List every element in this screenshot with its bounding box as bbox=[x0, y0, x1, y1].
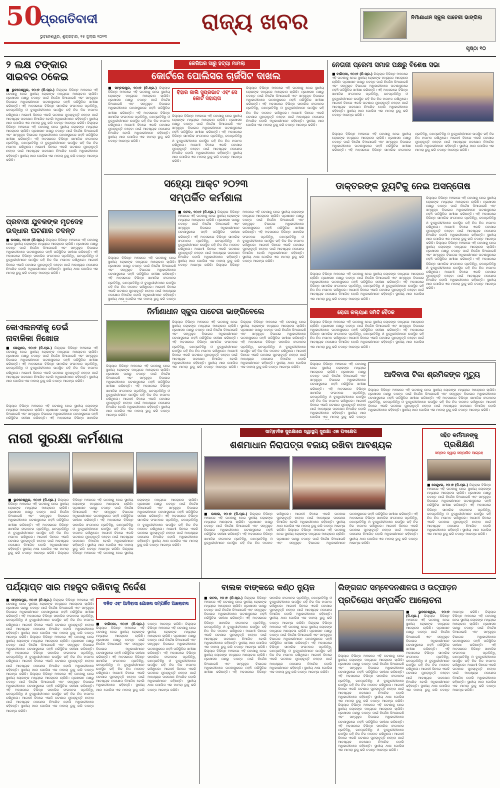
section-divider bbox=[4, 424, 496, 425]
training-body: ■ କେନ୍ଦୁଝର, ୧୦।୭ (ନି.ପ୍ର.) ଜିଲ୍ଲାର ବିଭିନ୍ନ ଅଞ୍ଚଳରେ ଏହି ଘଟଣାକୁ ନେଇ ସ୍ଥାନୀୟ ଲୋକଙ୍କ ମଧ୍ୟରେ ଆଲୋଚନା ଚାଲିଛି। ପ୍ରଶାସନ ପକ୍ଷରୁ ତଦନ୍ତ ପାଇଁ ନିର୍ଦ୍ଦେଶ ଦିଆଯାଇଛି ଏବଂ ସମ୍ପୃକ୍ତ ବିଭାଗର ଅଧିକାରୀମାନେ ଘଟଣାସ୍ଥଳରେ ପହଞ୍ଚି ପରିସ୍ଥିତିର ସମୀକ୍ଷା କରିଛନ୍ତି। ଏହି ଅବସରରେ ବିଭିନ୍ନ ସାମାଜିକ ସଂଗଠନର ପ୍ରତିନିଧି, ଜନପ୍ରତିନିଧି ଓ ବୁଦ୍ଧିଜୀବୀମାନେ ଉପସ୍ଥିତ ରହି ନିଜ ନିଜ ମତାମତ ରଖିଥିଲେ। ଆଗାମୀ ଦିନରେ ଏଭଳି ଘଟଣାର ପୁନରାବୃତ୍ତି ନହେବା ପାଇଁ ଆବଶ୍ୟକ ପଦକ୍ଷେପ ନିଆଯିବ ବୋଲି ଅଧିକାରୀମାନେ କହିଛନ୍ତି। ସ୍ଥାନୀୟ ଥାନା ପୋଲିସ ଏକ ମାମଲା ରୁଜୁ କରି ତଦନ୍ତ ଆରମ୍ଭ କରିଛି। bbox=[427, 483, 491, 537]
journalist-kicker: ସାମ୍ବାଦିକ ସୁରକ୍ଷାରେ ସ୍ୱାସ୍ଥ୍ୟ ସୁରକ୍ଷା ଏକ ପଦକ୍ଷେପ bbox=[240, 428, 382, 437]
anniversary-logo: 50 bbox=[6, 2, 43, 32]
column-rule bbox=[307, 178, 308, 358]
training-photo bbox=[427, 459, 491, 481]
column1-continued: ଜିଲ୍ଲାର ବିଭିନ୍ନ ଅଞ୍ଚଳରେ ଏହି ଘଟଣାକୁ ନେଇ ସ୍ଥାନୀୟ ଲୋକଙ୍କ ମଧ୍ୟରେ ଆଲୋଚନା ଚାଲିଛି। ପ୍ରଶାସନ ପକ୍ଷରୁ ତଦନ୍ତ ପାଇଁ ନିର୍ଦ୍ଦେଶ ଦିଆଯାଇଛି ଏବଂ ସମ୍ପୃକ୍ତ ବିଭାଗର ଅଧିକାରୀମାନେ ଘଟଣାସ୍ଥଳରେ ପହଞ୍ଚି ପରିସ୍ଥିତିର ସମୀକ୍ଷା କରିଛନ୍ତି। ଏହି ଅବସରରେ ବିଭିନ୍ନ ସାମାଜିକ bbox=[6, 404, 98, 420]
chargesheet-body-right: ଜିଲ୍ଲାର ବିଭିନ୍ନ ଅଞ୍ଚଳରେ ଏହି ଘଟଣାକୁ ନେଇ ସ୍ଥାନୀୟ ଲୋକଙ୍କ ମଧ୍ୟରେ ଆଲୋଚନା ଚାଲିଛି। ପ୍ରଶାସନ ପକ୍ଷରୁ ତଦନ୍ତ ପାଇଁ ନିର୍ଦ୍ଦେଶ ଦିଆଯାଇଛି ଏବଂ ସମ୍ପୃକ୍ତ ବିଭାଗର ଅଧିକାରୀମାନେ ଘଟଣାସ୍ଥଳରେ ପହଞ୍ଚି ପରିସ୍ଥିତିର ସମୀକ୍ଷା କରିଛନ୍ତି। ଏହି ଅବସରରେ ବିଭିନ୍ନ ସାମାଜିକ ସଂଗଠନର ପ୍ରତିନିଧି, ଜନପ୍ରତିନିଧି ଓ ବୁଦ୍ଧିଜୀବୀମାନେ ଉପସ୍ଥିତ ରହି ନିଜ ନିଜ ମତାମତ ରଖିଥିଲେ। ଆଗାମୀ ଦିନରେ ଏଭଳି ଘଟଣାର ପୁନରାବୃତ୍ତି ନହେବା ପାଇଁ ଆବଶ୍ୟକ ପଦକ୍ଷେପ ନିଆଯିବ ବୋଲି ଅଧିକାରୀମାନେ କହିଛନ୍ତି। ସ୍ଥାନୀୟ ଥାନା ପୋଲିସ ଏକ ମାମଲା ରୁଜୁ କରି ତଦନ୍ତ ଆରମ୍ଭ କରିଛି। bbox=[246, 86, 324, 127]
pocso-body-left: ଜିଲ୍ଲାର ବିଭିନ୍ନ ଅଞ୍ଚଳରେ ଏହି ଘଟଣାକୁ ନେଇ ସ୍ଥାନୀୟ ଲୋକଙ୍କ ମଧ୍ୟରେ ଆଲୋଚନା ଚାଲିଛି। ପ୍ରଶାସନ ପକ୍ଷରୁ ତଦନ୍ତ ପାଇଁ ନିର୍ଦ୍ଦେଶ ଦିଆଯାଇଛି ଏବଂ ସମ୍ପୃକ୍ତ ବିଭାଗର ଅଧିକାରୀମାନେ ଘଟଣାସ୍ଥଳରେ ପହଞ୍ଚି ପରିସ୍ଥିତିର ସମୀକ୍ଷା କରିଛନ୍ତି। ଏହି ଅବସରରେ ବିଭିନ୍ନ ସାମାଜିକ ସଂଗଠନର ପ୍ରତିନିଧି, ଜନପ୍ରତିନିଧି ଓ ବୁଦ୍ଧିଜୀବୀମାନେ ଉପସ୍ଥିତ ରହି ନିଜ ନିଜ ମତାମତ ରଖିଥିଲେ। ଆଗାମୀ ଦିନରେ ଏଭଳି ଘଟଣାର ପୁନରାବୃତ୍ତି ନହେବା ପାଇଁ ଆବଶ୍ୟକ ପଦକ୍ଷେପ ନିଆଯିବ ବୋଲି ଅଧିକାରୀମାନେ କହିଛନ୍ତି। ସ୍ଥାନୀୟ ଥାନା ପୋଲିସ ଏକ ମାମଲା ରୁଜୁ କରି ତଦନ୍ତ bbox=[108, 256, 176, 301]
journalist-body: ■ ଉଦାଳା, ୧୦।୭ (ନି.ପ୍ର.) ଜିଲ୍ଲାର ବିଭିନ୍ନ ଅଞ୍ଚଳରେ ଏହି ଘଟଣାକୁ ନେଇ ସ୍ଥାନୀୟ ଲୋକଙ୍କ ମଧ୍ୟରେ ଆଲୋଚନା ଚାଲିଛି। ପ୍ରଶାସନ ପକ୍ଷରୁ ତଦନ୍ତ ପାଇଁ ନିର୍ଦ୍ଦେଶ ଦିଆଯାଇଛି ଏବଂ ସମ୍ପୃକ୍ତ ବିଭାଗର ଅଧିକାରୀମାନେ ଘଟଣାସ୍ଥଳରେ ପହଞ୍ଚି ପରିସ୍ଥିତିର ସମୀକ୍ଷା କରିଛନ୍ତି। ଏହି ଅବସରରେ ବିଭିନ୍ନ ସାମାଜିକ ସଂଗଠନର ପ୍ରତିନିଧି, ଜନପ୍ରତିନିଧି ଓ ବୁଦ୍ଧିଜୀବୀମାନେ ଉପସ୍ଥିତ ରହି ନିଜ ନିଜ ମତାମତ ରଖିଥିଲେ। ଆଗାମୀ ଦିନରେ ଏଭଳି ଘଟଣାର ପୁନରାବୃତ୍ତି ନହେବା ପାଇଁ ଆବଶ୍ୟକ ପଦକ୍ଷେପ ନିଆଯିବ ବୋଲି ଅଧିକାରୀମାନେ କହିଛନ୍ତି। ସ୍ଥାନୀୟ ଥାନା ପୋଲିସ ଏକ ମାମଲା ରୁଜୁ କରି ତଦନ୍ତ ଆରମ୍ଭ କରିଛି। ଜିଲ୍ଲାର ବିଭିନ୍ନ ଅଞ୍ଚଳରେ ଏହି ଘଟଣାକୁ ନେଇ ସ୍ଥାନୀୟ ଲୋକଙ୍କ ମଧ୍ୟରେ ଆଲୋଚନା ଚାଲିଛି। ପ୍ରଶାସନ ପକ୍ଷରୁ ତଦନ୍ତ ପାଇଁ ନିର୍ଦ୍ଦେଶ ଦିଆଯାଇଛି ଏବଂ ସମ୍ପୃକ୍ତ ବିଭାଗର ଅଧିକାରୀମାନେ ଘଟଣାସ୍ଥଳରେ ପହଞ୍ଚି ପରିସ୍ଥିତିର ସମୀକ୍ଷା କରିଛନ୍ତି। ଏହି ଅବସରରେ ବିଭିନ୍ନ ସାମାଜିକ ସଂଗଠନର ପ୍ରତିନିଧି, ଜନପ୍ରତିନିଧି ଓ ବୁଦ୍ଧିଜୀବୀମାନେ ଉପସ୍ଥିତ ରହି ନିଜ ନିଜ ମତାମତ ରଖିଥିଲେ। ଆଗାମୀ ଦିନରେ ଏଭଳି ଘଟଣାର ପୁନରାବୃତ୍ତି ନହେବା ପାଇଁ ଆବଶ୍ୟକ ପଦକ୍ଷେପ ନିଆଯିବ ବୋଲି ଅଧିକାରୀମାନେ କହିଛନ୍ତି। ସ୍ଥାନୀୟ ଥାନା ପୋଲିସ ଏକ ମାମଲା ରୁଜୁ କରି ତଦନ୍ତ ଆରମ୍ଭ କରିଛି। bbox=[204, 512, 418, 545]
training-box: ସହିତ କର୍ମମାନଙ୍କୁ ପ୍ରଶିକ୍ଷଣ ସମ୍ବାଦ ଦ୍ୱାରା ସମ୍ପାଦିତ ଆଗ୍ରହ ■ କେନ୍ଦୁଝର, ୧୦।୭ (ନି.ପ୍ର.) ଜିଲ୍ଲାର ବିଭିନ୍ନ ଅଞ୍ଚଳରେ ଏହି ଘଟଣାକୁ ନେଇ ସ୍ଥାନୀୟ ଲୋକଙ୍କ ମଧ୍ୟରେ ଆଲୋଚନା ଚାଲିଛି। ପ୍ରଶାସନ ପକ୍ଷରୁ ତଦନ୍ତ ପାଇଁ ନିର୍ଦ୍ଦେଶ ଦିଆଯାଇଛି ଏବଂ ସମ୍ପୃକ୍ତ ବିଭାଗର ଅଧିକାରୀମାନେ ଘଟଣାସ୍ଥଳରେ ପହଞ୍ଚି ପରିସ୍ଥିତିର ସମୀକ୍ଷା କରିଛନ୍ତି। ଏହି ଅବସରରେ ବିଭିନ୍ନ ସାମାଜିକ ସଂଗଠନର ପ୍ରତିନିଧି, ଜନପ୍ରତିନିଧି ଓ ବୁଦ୍ଧିଜୀବୀମାନେ ଉପସ୍ଥିତ ରହି ନିଜ ନିଜ ମତାମତ ରଖିଥିଲେ। ଆଗାମୀ ଦିନରେ ଏଭଳି ଘଟଣାର ପୁନରାବୃତ୍ତି ନହେବା ପାଇଁ ଆବଶ୍ୟକ ପଦକ୍ଷେପ ନିଆଯିବ ବୋଲି ଅଧିକାରୀମାନେ କହିଛନ୍ତି। ସ୍ଥାନୀୟ ଥାନା ପୋଲିସ ଏକ ମାମଲା ରୁଜୁ କରି ତଦନ୍ତ ଆରମ୍ଭ କରିଛି। bbox=[422, 428, 496, 574]
women-safety-photo-3 bbox=[136, 452, 198, 494]
masthead-red-rule bbox=[4, 42, 180, 44]
pocso-photo bbox=[108, 210, 176, 254]
school-wall-body-left: ଜିଲ୍ଲାର ବିଭିନ୍ନ ଅଞ୍ଚଳରେ ଏହି ଘଟଣାକୁ ନେଇ ସ୍ଥାନୀୟ ଲୋକଙ୍କ ମଧ୍ୟରେ ଆଲୋଚନା ଚାଲିଛି। ପ୍ରଶାସନ ପକ୍ଷରୁ ତଦନ୍ତ ପାଇଁ ନିର୍ଦ୍ଦେଶ ଦିଆଯାଇଛି ଏବଂ ସମ୍ପୃକ୍ତ ବିଭାଗର ଅଧିକାରୀମାନେ ଘଟଣାସ୍ଥଳରେ ପହଞ୍ଚି ପରିସ୍ଥିତିର ସମୀକ୍ଷା କରିଛନ୍ତି। ଏହି ଅବସରରେ ବିଭିନ୍ନ ସାମାଜିକ ସଂଗଠନର ପ୍ରତିନିଧି, ଜନପ୍ରତିନିଧି ଓ ବୁଦ୍ଧିଜୀବୀମାନେ ଉପସ୍ଥିତ ରହି ନିଜ ନିଜ ମତାମତ ରଖିଥିଲେ। ଆଗାମୀ ଦିନରେ ଏଭଳି ଘଟଣାର ପୁନରାବୃତ୍ତି ନହେବା ପାଇଁ ଆବଶ୍ୟକ ପଦକ୍ଷେପ ନିଆଯିବ ବୋଲି ଅଧିକାରୀମାନେ କହିଛନ୍ତି। ସ୍ଥାନୀୟ ଥାନା ପୋଲିସ ଏକ ମାମଲା ରୁଜୁ କରି ତଦନ୍ତ ଆରମ୍ଭ କରିଛି। bbox=[106, 364, 170, 418]
tribal-worker-body-left: ଜିଲ୍ଲାର ବିଭିନ୍ନ ଅଞ୍ଚଳରେ ଏହି ଘଟଣାକୁ ନେଇ ସ୍ଥାନୀୟ ଲୋକଙ୍କ ମଧ୍ୟରେ ଆଲୋଚନା ଚାଲିଛି। ପ୍ରଶାସନ ପକ୍ଷରୁ ତଦନ୍ତ ପାଇଁ ନିର୍ଦ୍ଦେଶ ଦିଆଯାଇଛି ଏବଂ ସମ୍ପୃକ୍ତ ବିଭାଗର ଅଧିକାରୀମାନେ ଘଟଣାସ୍ଥଳରେ ପହଞ୍ଚି ପରିସ୍ଥିତିର ସମୀକ୍ଷା କରିଛନ୍ତି। ଏହି ଅବସରରେ ବିଭିନ୍ନ ସାମାଜିକ ସଂଗଠନର ପ୍ରତିନିଧି, ଜନପ୍ରତିନିଧି ଓ ବୁଦ୍ଧିଜୀବୀମାନେ ଉପସ୍ଥିତ ରହି ନିଜ ନିଜ ମତାମତ ରଖିଥିଲେ। ଆଗାମୀ ଦିନରେ ଏଭଳି ଘଟଣାର ପୁନରାବୃତ୍ତି ନହେବା ପାଇଁ ଆବଶ୍ୟକ ପଦକ୍ଷେପ ନିଆଯିବ ବୋଲି ଅଧିକାରୀମାନେ କହିଛନ୍ତି। ସ୍ଥାନୀୟ ଥାନା ପୋଲିସ ଏକ ମାମଲା ରୁଜୁ କରି ତଦନ୍ତ bbox=[310, 362, 366, 420]
women-safety-body: ■ ଭୁବନେଶ୍ୱର, ୧୦।୭ (ନି.ପ୍ର.) ଜିଲ୍ଲାର ବିଭିନ୍ନ ଅଞ୍ଚଳରେ ଏହି ଘଟଣାକୁ ନେଇ ସ୍ଥାନୀୟ ଲୋକଙ୍କ ମଧ୍ୟରେ ଆଲୋଚନା ଚାଲିଛି। ପ୍ରଶାସନ ପକ୍ଷରୁ ତଦନ୍ତ ପାଇଁ ନିର୍ଦ୍ଦେଶ ଦିଆଯାଇଛି ଏବଂ ସମ୍ପୃକ୍ତ ବିଭାଗର ଅଧିକାରୀମାନେ ଘଟଣାସ୍ଥଳରେ ପହଞ୍ଚି ପରିସ୍ଥିତିର ସମୀକ୍ଷା କରିଛନ୍ତି। ଏହି ଅବସରରେ ବିଭିନ୍ନ ସାମାଜିକ ସଂଗଠନର ପ୍ରତିନିଧି, ଜନପ୍ରତିନିଧି ଓ ବୁଦ୍ଧିଜୀବୀମାନେ ଉପସ୍ଥିତ ରହି ନିଜ ନିଜ ମତାମତ ରଖିଥିଲେ। ଆଗାମୀ ଦିନରେ ଏଭଳି ଘଟଣାର ପୁନରାବୃତ୍ତି ନହେବା ପାଇଁ ଆବଶ୍ୟକ ପଦକ୍ଷେପ ନିଆଯିବ ବୋଲି ଅଧିକାରୀମାନେ କହିଛନ୍ତି। ସ୍ଥାନୀୟ ଥାନା ପୋଲିସ ଏକ ମାମଲା ରୁଜୁ କରି ତଦନ୍ତ ଆରମ୍ଭ କରିଛି। ଜିଲ୍ଲାର ବିଭିନ୍ନ ଅଞ୍ଚଳରେ ଏହି ଘଟଣାକୁ ନେଇ ସ୍ଥାନୀୟ ଲୋକଙ୍କ ମଧ୍ୟରେ ଆଲୋଚନା ଚାଲିଛି। ପ୍ରଶାସନ ପକ୍ଷରୁ ତଦନ୍ତ ପାଇଁ ନିର୍ଦ୍ଦେଶ ଦିଆଯାଇଛି ଏବଂ ସମ୍ପୃକ୍ତ ବିଭାଗର ଅଧିକାରୀମାନେ ଘଟଣାସ୍ଥଳରେ ପହଞ୍ଚି ପରିସ୍ଥିତିର ସମୀକ୍ଷା କରିଛନ୍ତି। ଏହି ଅବସରରେ ବିଭିନ୍ନ ସାମାଜିକ ସଂଗଠନର ପ୍ରତିନିଧି, ଜନପ୍ରତିନିଧି ଓ ବୁଦ୍ଧିଜୀବୀମାନେ ଉପସ୍ଥିତ ରହି ନିଜ ନିଜ ମତାମତ ରଖିଥିଲେ। ଆଗାମୀ ଦିନରେ ଏଭଳି ଘଟଣାର ପୁନରାବୃତ୍ତି ନହେବା ପାଇଁ ଆବଶ୍ୟକ ପଦକ୍ଷେପ ନିଆଯିବ ବୋଲି ଅଧିକାରୀମାନେ କହିଛନ୍ତି। ସ୍ଥାନୀୟ ଥାନା ପୋଲିସ ଏକ ମାମଲା ରୁଜୁ କରି ତଦନ୍ତ ଆରମ୍ଭ କରିଛି। ଜିଲ୍ଲାର ବିଭିନ୍ନ ଅଞ୍ଚଳରେ ଏହି ଘଟଣାକୁ ନେଇ ସ୍ଥାନୀୟ ଲୋକଙ୍କ ମଧ୍ୟରେ ଆଲୋଚନା ଚାଲିଛି। ପ୍ରଶାସନ ପକ୍ଷରୁ ତଦନ୍ତ ପାଇଁ ନିର୍ଦ୍ଦେଶ ଦିଆଯାଇଛି ଏବଂ ସମ୍ପୃକ୍ତ ବିଭାଗର ଅଧିକାରୀମାନେ ଘଟଣାସ୍ଥଳରେ ପହଞ୍ଚି ପରିସ୍ଥିତିର ସମୀକ୍ଷା କରିଛନ୍ତି। ଏହି ଅବସରରେ ବିଭିନ୍ନ ସାମାଜିକ ସଂଗଠନର ପ୍ରତିନିଧି, ଜନପ୍ରତିନିଧି ଓ ବୁଦ୍ଧିଜୀବୀମାନେ ଉପସ୍ଥିତ ରହି ନିଜ ନିଜ ମତାମତ ରଖିଥିଲେ। ଆଗାମୀ ଦିନରେ ଏଭଳି ଘଟଣାର ପୁନରାବୃତ୍ତି ନହେବା ପାଇଁ ଆବଶ୍ୟକ ପଦକ୍ଷେପ ନିଆଯିବ ବୋଲି ଅଧିକାରୀମାନେ କହିଛନ୍ତି। ସ୍ଥାନୀୟ ଥାନା ପୋଲିସ ଏକ ମାମଲା ରୁଜୁ କରି ତଦନ୍ତ ଆରମ୍ଭ କରିଛି। bbox=[8, 498, 198, 556]
meeting-photo bbox=[412, 72, 494, 122]
meeting-body-left: ■ ବାରିପଦା, ୧୦।୭ (ନି.ପ୍ର.) ଜିଲ୍ଲାର ବିଭିନ୍ନ ଅଞ୍ଚଳରେ ଏହି ଘଟଣାକୁ ନେଇ ସ୍ଥାନୀୟ ଲୋକଙ୍କ ମଧ୍ୟରେ ଆଲୋଚନା ଚାଲିଛି। ପ୍ରଶାସନ ପକ୍ଷରୁ ତଦନ୍ତ ପାଇଁ ନିର୍ଦ୍ଦେଶ ଦିଆଯାଇଛି ଏବଂ ସମ୍ପୃକ୍ତ ବିଭାଗର ଅଧିକାରୀମାନେ ଘଟଣାସ୍ଥଳରେ ପହଞ୍ଚି ପରିସ୍ଥିତିର ସମୀକ୍ଷା କରିଛନ୍ତି। ଏହି ଅବସରରେ ବିଭିନ୍ନ ସାମାଜିକ ସଂଗଠନର ପ୍ରତିନିଧି, ଜନପ୍ରତିନିଧି ଓ ବୁଦ୍ଧିଜୀବୀମାନେ ଉପସ୍ଥିତ ରହି ନିଜ ନିଜ ମତାମତ ରଖିଥିଲେ। ଆଗାମୀ ଦିନରେ ଏଭଳି ଘଟଣାର ପୁନରାବୃତ୍ତି ନହେବା ପାଇଁ ଆବଶ୍ୟକ ପଦକ୍ଷେପ ନିଆଯିବ ବୋଲି ଅଧିକାରୀମାନେ କହିଛନ୍ତି। ସ୍ଥାନୀୟ ଥାନା ପୋଲିସ ଏକ ମାମଲା ରୁଜୁ କରି ତଦନ୍ତ ଆରମ୍ଭ କରିଛି। bbox=[332, 72, 408, 117]
women-safety-photo-2 bbox=[72, 452, 134, 494]
school-wall-headline: ନିର୍ମାଣାଧୀନ ସ୍କୁଲ ପାଚେରୀ ଭାଙ୍ଗିବେଲେ bbox=[146, 307, 265, 316]
pocso-headline-line2: ସମ୍ପର୍କିତ କର୍ମଶାଳା bbox=[169, 193, 243, 204]
pocso-body: ■ କଟକ, ୧୦।୭ (ନି.ପ୍ର.) ଜିଲ୍ଲାର ବିଭିନ୍ନ ଅଞ୍ଚଳରେ ଏହି ଘଟଣାକୁ ନେଇ ସ୍ଥାନୀୟ ଲୋକଙ୍କ ମଧ୍ୟରେ ଆଲୋଚନା ଚାଲିଛି। ପ୍ରଶାସନ ପକ୍ଷରୁ ତଦନ୍ତ ପାଇଁ ନିର୍ଦ୍ଦେଶ ଦିଆଯାଇଛି ଏବଂ ସମ୍ପୃକ୍ତ ବିଭାଗର ଅଧିକାରୀମାନେ ଘଟଣାସ୍ଥଳରେ ପହଞ୍ଚି ପରିସ୍ଥିତିର ସମୀକ୍ଷା କରିଛନ୍ତି। ଏହି ଅବସରରେ ବିଭିନ୍ନ ସାମାଜିକ ସଂଗଠନର ପ୍ରତିନିଧି, ଜନପ୍ରତିନିଧି ଓ ବୁଦ୍ଧିଜୀବୀମାନେ ଉପସ୍ଥିତ ରହି ନିଜ ନିଜ ମତାମତ ରଖିଥିଲେ। ଆଗାମୀ ଦିନରେ ଏଭଳି ଘଟଣାର ପୁନରାବୃତ୍ତି ନହେବା ପାଇଁ ଆବଶ୍ୟକ ପଦକ୍ଷେପ ନିଆଯିବ ବୋଲି ଅଧିକାରୀମାନେ କହିଛନ୍ତି। ସ୍ଥାନୀୟ ଥାନା ପୋଲିସ ଏକ ମାମଲା ରୁଜୁ କରି ତଦନ୍ତ ଆରମ୍ଭ କରିଛି। ଜିଲ୍ଲାର ବିଭିନ୍ନ ଅଞ୍ଚଳରେ ଏହି ଘଟଣାକୁ ନେଇ ସ୍ଥାନୀୟ ଲୋକଙ୍କ ମଧ୍ୟରେ ଆଲୋଚନା ଚାଲିଛି। ପ୍ରଶାସନ ପକ୍ଷରୁ ତଦନ୍ତ ପାଇଁ ନିର୍ଦ୍ଦେଶ ଦିଆଯାଇଛି ଏବଂ ସମ୍ପୃକ୍ତ ବିଭାଗର ଅଧିକାରୀମାନେ ଘଟଣାସ୍ଥଳରେ ପହଞ୍ଚି ପରିସ୍ଥିତିର ସମୀକ୍ଷା କରିଛନ୍ତି। ଏହି ଅବସରରେ ବିଭିନ୍ନ ସାମାଜିକ ସଂଗଠନର ପ୍ରତିନିଧି, ଜନପ୍ରତିନିଧି ଓ ବୁଦ୍ଧିଜୀବୀମାନେ ଉପସ୍ଥିତ ରହି ନିଜ ନିଜ ମତାମତ ରଖିଥିଲେ। ଆଗାମୀ ଦିନରେ ଏଭଳି ଘଟଣାର ପୁନରାବୃତ୍ତି ନହେବା ପାଇଁ ଆବଶ୍ୟକ ପଦକ୍ଷେପ ନିଆଯିବ ବୋଲି ଅଧିକାରୀମାନେ କହିଛନ୍ତି। ସ୍ଥାନୀୟ ଥାନା ପୋଲିସ ଏକ ମାମଲା ରୁଜୁ କରି ତଦନ୍ତ ଆରମ୍ଭ କରିଛି। bbox=[178, 210, 304, 268]
pocso-headline-line1: ସହ୍ୟୋ ଆକ୍ଟ ୨୦୨୩ bbox=[164, 179, 248, 190]
patient-welfare-body-left: ଜିଲ୍ଲାର ବିଭିନ୍ନ ଅଞ୍ଚଳରେ ଏହି ଘଟଣାକୁ ନେଇ ସ୍ଥାନୀୟ ଲୋକଙ୍କ ମଧ୍ୟରେ ଆଲୋଚନା ଚାଲିଛି। ପ୍ରଶାସନ ପକ୍ଷରୁ ତଦନ୍ତ ପାଇଁ ନିର୍ଦ୍ଦେଶ ଦିଆଯାଇଛି ଏବଂ ସମ୍ପୃକ୍ତ ବିଭାଗର ଅଧିକାରୀମାନେ ଘଟଣାସ୍ଥଳରେ ପହଞ୍ଚି ପରିସ୍ଥିତିର ସମୀକ୍ଷା କରିଛନ୍ତି। ଏହି ଅବସରରେ ବିଭିନ୍ନ ସାମାଜିକ ସଂଗଠନର ପ୍ରତିନିଧି, ଜନପ୍ରତିନିଧି ଓ ବୁଦ୍ଧିଜୀବୀମାନେ ଉପସ୍ଥିତ ରହି ନିଜ ନିଜ ମତାମତ ରଖିଥିଲେ। ଆଗାମୀ ଦିନରେ ଏଭଳି ଘଟଣାର ପୁନରାବୃତ୍ତି ନହେବା ପାଇଁ ଆବଶ୍ୟକ ପଦକ୍ଷେପ ନିଆଯିବ ବୋଲି ଅଧିକାରୀମାନେ କହିଛନ୍ତି। ସ୍ଥାନୀୟ ଥାନା ପୋଲିସ ଏକ ମାମଲା ରୁଜୁ କରି ତଦନ୍ତ ଆରମ୍ଭ କରିଛି। bbox=[310, 272, 424, 301]
women-safety-photo-1 bbox=[8, 452, 70, 494]
boy-bank-body: ■ କଟକ, ୧୦।୭ (ନି.ପ୍ର.) ଜିଲ୍ଲାର ବିଭିନ୍ନ ଅଞ୍ଚଳରେ ଏହି ଘଟଣାକୁ ନେଇ ସ୍ଥାନୀୟ ଲୋକଙ୍କ ମଧ୍ୟରେ ଆଲୋଚନା ଚାଲିଛି। ପ୍ରଶାସନ ପକ୍ଷରୁ ତଦନ୍ତ ପାଇଁ ନିର୍ଦ୍ଦେଶ ଦିଆଯାଇଛି ଏବଂ ସମ୍ପୃକ୍ତ ବିଭାଗର ଅଧିକାରୀମାନେ ଘଟଣାସ୍ଥଳରେ ପହଞ୍ଚି ପରିସ୍ଥିତିର ସମୀକ୍ଷା କରିଛନ୍ତି। ଏହି ଅବସରରେ ବିଭିନ୍ନ ସାମାଜିକ ସଂଗଠନର ପ୍ରତିନିଧି, ଜନପ୍ରତିନିଧି ଓ ବୁଦ୍ଧିଜୀବୀମାନେ ଉପସ୍ଥିତ ରହି ନିଜ ନିଜ ମତାମତ ରଖିଥିଲେ। ଆଗାମୀ ଦିନରେ ଏଭଳି ଘଟଣାର ପୁନରାବୃତ୍ତି ନହେବା ପାଇଁ ଆବଶ୍ୟକ ପଦକ୍ଷେପ ନିଆଯିବ ବୋଲି ଅଧିକାରୀମାନେ କହିଛନ୍ତି। ସ୍ଥାନୀୟ ଥାନା ପୋଲିସ ଏକ ମାମଲା ରୁଜୁ କରି ତଦନ୍ତ ଆରମ୍ଭ କରିଛି। ଜିଲ୍ଲାର ବିଭିନ୍ନ ଅଞ୍ଚଳରେ ଏହି ଘଟଣାକୁ ନେଇ ସ୍ଥାନୀୟ ଲୋକଙ୍କ ମଧ୍ୟରେ ଆଲୋଚନା ଚାଲିଛି। ପ୍ରଶାସନ ପକ୍ଷରୁ ତଦନ୍ତ ପାଇଁ ନିର୍ଦ୍ଦେଶ ଦିଆଯାଇଛି ଏବଂ ସମ୍ପୃକ୍ତ ବିଭାଗର ଅଧିକାରୀମାନେ ଘଟଣାସ୍ଥଳରେ ପହଞ୍ଚି ପରିସ୍ଥିତିର ସମୀକ୍ଷା କରିଛନ୍ତି। ଏହି ଅବସରରେ ବିଭିନ୍ନ ସାମାଜିକ ସଂଗଠନର ପ୍ରତିନିଧି, ଜନପ୍ରତିନିଧି ଓ ବୁଦ୍ଧିଜୀବୀମାନେ ଉପସ୍ଥିତ ରହି ନିଜ ନିଜ ମତାମତ ରଖିଥିଲେ। ଆଗାମୀ ଦିନରେ ଏଭଳି ଘଟଣାର ପୁନରାବୃତ୍ତି ନହେବା ପାଇଁ ଆବଶ୍ୟକ ପଦକ୍ଷେପ ନିଆଯିବ ବୋଲି ଅଧିକାରୀମାନେ କହିଛନ୍ତି। ସ୍ଥାନୀୟ ଥାନା ପୋଲିସ ଏକ ମାମଲା ରୁଜୁ କରି ତଦନ୍ତ ଆରମ୍ଭ କରିଛି। ଜିଲ୍ଲାର ବିଭିନ୍ନ ଅଞ୍ଚଳରେ ଏହି ଘଟଣାକୁ ନେଇ ସ୍ଥାନୀୟ ଲୋକଙ୍କ ମଧ୍ୟରେ ଆଲୋଚନା ଚାଲିଛି। ପ୍ରଶାସନ ପକ୍ଷରୁ ତଦନ୍ତ ପାଇଁ ନିର୍ଦ୍ଦେଶ ଦିଆଯାଇଛି ଏବଂ ସମ୍ପୃକ୍ତ ବିଭାଗର ଅଧିକାରୀମାନେ ଘଟଣାସ୍ଥଳରେ ପହଞ୍ଚି ପରିସ୍ଥିତିର ସମୀକ୍ଷା କରିଛନ୍ତି। ଏହି ଅବସରରେ ବିଭିନ୍ନ ସାମାଜିକ ସଂଗଠନର ପ୍ରତିନିଧି, ଜନପ୍ରତିନିଧି ଓ ବୁଦ୍ଧିଜୀବୀମାନେ ଉପସ୍ଥିତ ରହି ନିଜ ନିଜ ମତାମତ ରଖିଥିଲେ। ଆଗାମୀ ଦିନରେ ଏଭଳି ଘଟଣାର ପୁନରାବୃତ୍ତି ନହେବା ପାଇଁ ଆବଶ୍ୟକ ପଦକ୍ଷେପ ନିଆଯିବ ବୋଲି ଅଧିକାରୀମାନେ କହିଛନ୍ତି। ସ୍ଥାନୀୟ ଥାନା ପୋଲିସ ଏକ ମାମଲା ରୁଜୁ କରି ତଦନ୍ତ ଆରମ୍ଭ କରିଛି। bbox=[204, 596, 332, 674]
chargesheet-body-left: ■ ସମ୍ବଲପୁର, ୧୦।୭ (ନି.ପ୍ର.) ଜିଲ୍ଲାର ବିଭିନ୍ନ ଅଞ୍ଚଳରେ ଏହି ଘଟଣାକୁ ନେଇ ସ୍ଥାନୀୟ ଲୋକଙ୍କ ମଧ୍ୟରେ ଆଲୋଚନା ଚାଲିଛି। ପ୍ରଶାସନ ପକ୍ଷରୁ ତଦନ୍ତ ପାଇଁ ନିର୍ଦ୍ଦେଶ ଦିଆଯାଇଛି ଏବଂ ସମ୍ପୃକ୍ତ ବିଭାଗର ଅଧିକାରୀମାନେ ଘଟଣାସ୍ଥଳରେ ପହଞ୍ଚି ପରିସ୍ଥିତିର ସମୀକ୍ଷା କରିଛନ୍ତି। ଏହି ଅବସରରେ ବିଭିନ୍ନ ସାମାଜିକ ସଂଗଠନର ପ୍ରତିନିଧି, ଜନପ୍ରତିନିଧି ଓ ବୁଦ୍ଧିଜୀବୀମାନେ ଉପସ୍ଥିତ ରହି ନିଜ ନିଜ ମତାମତ ରଖିଥିଲେ। ଆଗାମୀ ଦିନରେ ଏଭଳି ଘଟଣାର ପୁନରାବୃତ୍ତି ନହେବା ପାଇଁ ଆବଶ୍ୟକ ପଦକ୍ଷେପ ନିଆଯିବ ବୋଲି ଅଧିକାରୀମାନେ କହିଛନ୍ତି। ସ୍ଥାନୀୟ ଥାନା ପୋଲିସ ଏକ ମାମଲା ରୁଜୁ କରି ତଦନ୍ତ ଆରମ୍ଭ କରିଛି। bbox=[108, 86, 170, 144]
column-rule bbox=[335, 582, 336, 784]
masthead bbox=[4, 4, 496, 56]
gender-headline-line2: ପ୍ରତିରୋଧ ସମ୍ପର୍କିତ ଆଲୋଚନା bbox=[338, 595, 442, 605]
tribal-worker-body: ଜିଲ୍ଲାର ବିଭିନ୍ନ ଅଞ୍ଚଳରେ ଏହି ଘଟଣାକୁ ନେଇ ସ୍ଥାନୀୟ ଲୋକଙ୍କ ମଧ୍ୟରେ ଆଲୋଚନା ଚାଲିଛି। ପ୍ରଶାସନ ପକ୍ଷରୁ ତଦନ୍ତ ପାଇଁ ନିର୍ଦ୍ଦେଶ ଦିଆଯାଇଛି ଏବଂ ସମ୍ପୃକ୍ତ ବିଭାଗର ଅଧିକାରୀମାନେ ଘଟଣାସ୍ଥଳରେ ପହଞ୍ଚି ପରିସ୍ଥିତିର ସମୀକ୍ଷା କରିଛନ୍ତି। ଏହି ଅବସରରେ ବିଭିନ୍ନ ସାମାଜିକ ସଂଗଠନର ପ୍ରତିନିଧି, ଜନପ୍ରତିନିଧି ଓ ବୁଦ୍ଧିଜୀବୀମାନେ ଉପସ୍ଥିତ ରହି ନିଜ ନିଜ ମତାମତ ରଖିଥିଲେ। ଆଗାମୀ ଦିନରେ ଏଭଳି ଘଟଣାର ପୁନରାବୃତ୍ତି ନହେବା ପାଇଁ ଆବଶ୍ୟକ ପଦକ୍ଷେପ ନିଆଯିବ ବୋଲି ଅଧିକାରୀମାନେ କହିଛନ୍ତି। ସ୍ଥାନୀୟ ଥାନା ପୋଲିସ ଏକ ମାମଲା ରୁଜୁ କରି ତଦନ୍ତ ଆରମ୍ଭ କରିଛି। bbox=[368, 388, 496, 413]
divider bbox=[6, 320, 98, 321]
journalist-photo bbox=[204, 456, 290, 510]
chargesheet-kicker: କେରିଅର ସାରୁ ହତ୍ୟା ମାମଲା bbox=[174, 60, 260, 69]
gender-photo bbox=[338, 610, 404, 652]
tribal-scheme-box: ଦଳିତ ଏବଂ ଆଦିବାସୀ ଯୋଜନା ସମ୍ପର୍କିତ ଆଲୋଚନା bbox=[96, 598, 196, 620]
doctor-duty-photo bbox=[310, 196, 422, 270]
column-rule bbox=[101, 60, 102, 400]
promo-photo bbox=[363, 11, 407, 39]
river-girl-body: ■ କେନ୍ଦୁଝର, ୧୦।୭ (ନି.ପ୍ର.) ଜିଲ୍ଲାର ବିଭିନ୍ନ ଅଞ୍ଚଳରେ ଏହି ଘଟଣାକୁ ନେଇ ସ୍ଥାନୀୟ ଲୋକଙ୍କ ମଧ୍ୟରେ ଆଲୋଚନା ଚାଲିଛି। ପ୍ରଶାସନ ପକ୍ଷରୁ ତଦନ୍ତ ପାଇଁ ନିର୍ଦ୍ଦେଶ ଦିଆଯାଇଛି ଏବଂ ସମ୍ପୃକ୍ତ ବିଭାଗର ଅଧିକାରୀମାନେ ଘଟଣାସ୍ଥଳରେ ପହଞ୍ଚି ପରିସ୍ଥିତିର ସମୀକ୍ଷା କରିଛନ୍ତି। ଏହି ଅବସରରେ ବିଭିନ୍ନ ସାମାଜିକ ସଂଗଠନର ପ୍ରତିନିଧି, ଜନପ୍ରତିନିଧି ଓ ବୁଦ୍ଧିଜୀବୀମାନେ ଉପସ୍ଥିତ ରହି ନିଜ ନିଜ ମତାମତ ରଖିଥିଲେ। ଆଗାମୀ ଦିନରେ ଏଭଳି ଘଟଣାର ପୁନରାବୃତ୍ତି ନହେବା ପାଇଁ ଆବଶ୍ୟକ ପଦକ୍ଷେପ ନିଆଯିବ ବୋଲି ଅଧିକାରୀମାନେ କହିଛନ୍ତି। ସ୍ଥାନୀୟ ଥାନା ପୋଲିସ ଏକ ମାମଲା ରୁଜୁ କରି ତଦନ୍ତ ଆରମ୍ଭ କରିଛି। bbox=[6, 346, 98, 383]
column-rule bbox=[327, 60, 328, 172]
divider bbox=[310, 360, 496, 361]
divider bbox=[104, 174, 496, 175]
section-title: ରାଜ୍ୟ ଖବର bbox=[201, 10, 309, 35]
promo-box bbox=[360, 8, 496, 42]
boy-bank-headline: ବାଲକ ବାଙ୍କରେ କଣ୍ଠ ନ୍ୟୁଜ bbox=[221, 583, 315, 592]
section-divider bbox=[4, 578, 496, 579]
page-label: ପୃଷ୍ଠା ୧୦ bbox=[466, 46, 486, 52]
cyber-fraud-body: ■ ଭୁବନେଶ୍ୱର, ୧୦।୭ (ନି.ପ୍ର.) ଜିଲ୍ଲାର ବିଭିନ୍ନ ଅଞ୍ଚଳରେ ଏହି ଘଟଣାକୁ ନେଇ ସ୍ଥାନୀୟ ଲୋକଙ୍କ ମଧ୍ୟରେ ଆଲୋଚନା ଚାଲିଛି। ପ୍ରଶାସନ ପକ୍ଷରୁ ତଦନ୍ତ ପାଇଁ ନିର୍ଦ୍ଦେଶ ଦିଆଯାଇଛି ଏବଂ ସମ୍ପୃକ୍ତ ବିଭାଗର ଅଧିକାରୀମାନେ ଘଟଣାସ୍ଥଳରେ ପହଞ୍ଚି ପରିସ୍ଥିତିର ସମୀକ୍ଷା କରିଛନ୍ତି। ଏହି ଅବସରରେ ବିଭିନ୍ନ ସାମାଜିକ ସଂଗଠନର ପ୍ରତିନିଧି, ଜନପ୍ରତିନିଧି ଓ ବୁଦ୍ଧିଜୀବୀମାନେ ଉପସ୍ଥିତ ରହି ନିଜ ନିଜ ମତାମତ ରଖିଥିଲେ। ଆଗାମୀ ଦିନରେ ଏଭଳି ଘଟଣାର ପୁନରାବୃତ୍ତି ନହେବା ପାଇଁ ଆବଶ୍ୟକ ପଦକ୍ଷେପ ନିଆଯିବ ବୋଲି ଅଧିକାରୀମାନେ କହିଛନ୍ତି। ସ୍ଥାନୀୟ ଥାନା ପୋଲିସ ଏକ ମାମଲା ରୁଜୁ କରି ତଦନ୍ତ ଆରମ୍ଭ କରିଛି। ଜିଲ୍ଲାର ବିଭିନ୍ନ ଅଞ୍ଚଳରେ ଏହି ଘଟଣାକୁ ନେଇ ସ୍ଥାନୀୟ ଲୋକଙ୍କ ମଧ୍ୟରେ ଆଲୋଚନା ଚାଲିଛି। ପ୍ରଶାସନ ପକ୍ଷରୁ ତଦନ୍ତ ପାଇଁ ନିର୍ଦ୍ଦେଶ ଦିଆଯାଇଛି ଏବଂ ସମ୍ପୃକ୍ତ ବିଭାଗର ଅଧିକାରୀମାନେ ଘଟଣାସ୍ଥଳରେ ପହଞ୍ଚି ପରିସ୍ଥିତିର ସମୀକ୍ଷା କରିଛନ୍ତି। ଏହି ଅବସରରେ ବିଭିନ୍ନ ସାମାଜିକ ସଂଗଠନର ପ୍ରତିନିଧି, ଜନପ୍ରତିନିଧି ଓ ବୁଦ୍ଧିଜୀବୀମାନେ ଉପସ୍ଥିତ ରହି ନିଜ ନିଜ ମତାମତ ରଖିଥିଲେ। ଆଗାମୀ ଦିନରେ ଏଭଳି ଘଟଣାର ପୁନରାବୃତ୍ତି ନହେବା ପାଇଁ ଆବଶ୍ୟକ ପଦକ୍ଷେପ ନିଆଯିବ ବୋଲି ଅଧିକାରୀମାନେ କହିଛନ୍ତି। ସ୍ଥାନୀୟ ଥାନା ପୋଲିସ ଏକ ମାମଲା ରୁଜୁ କରି ତଦନ୍ତ ଆରମ୍ଭ କରିଛି। bbox=[6, 88, 98, 162]
promo-text: ନିର୍ମାଣାଧୀନ ସ୍କୁଲ ପାଚେରୀ ଭାଙ୍ଗିଲା bbox=[411, 15, 483, 21]
meeting-body-bottom: ଜିଲ୍ଲାର ବିଭିନ୍ନ ଅଞ୍ଚଳରେ ଏହି ଘଟଣାକୁ ନେଇ ସ୍ଥାନୀୟ ଲୋକଙ୍କ ମଧ୍ୟରେ ଆଲୋଚନା ଚାଲିଛି। ପ୍ରଶାସନ ପକ୍ଷରୁ ତଦନ୍ତ ପାଇଁ ନିର୍ଦ୍ଦେଶ ଦିଆଯାଇଛି ଏବଂ ସମ୍ପୃକ୍ତ ବିଭାଗର ଅଧିକାରୀମାନେ ଘଟଣାସ୍ଥଳରେ ପହଞ୍ଚି ପରିସ୍ଥିତିର ସମୀକ୍ଷା କରିଛନ୍ତି। ଏହି ଅବସରରେ ବିଭିନ୍ନ ସାମାଜିକ ସଂଗଠନର ପ୍ରତିନିଧି, ଜନପ୍ରତିନିଧି ଓ ବୁଦ୍ଧିଜୀବୀମାନେ ଉପସ୍ଥିତ ରହି ନିଜ ନିଜ ମତାମତ ରଖିଥିଲେ। ଆଗାମୀ ଦିନରେ ଏଭଳି ଘଟଣାର ପୁନରାବୃତ୍ତି ନହେବା ପାଇଁ ଆବଶ୍ୟକ ପଦକ୍ଷେପ ନିଆଯିବ ବୋଲି ଅଧିକାରୀମାନେ କହିଛନ୍ତି। ସ୍ଥାନୀୟ ଥାନା ପୋଲିସ ଏକ ମାମଲା ରୁଜୁ କରି ତଦନ୍ତ ଆରମ୍ଭ କରିଛି। bbox=[332, 132, 494, 153]
doctor-duty-side: ଜିଲ୍ଲାର ବିଭିନ୍ନ ଅଞ୍ଚଳରେ ଏହି ଘଟଣାକୁ ନେଇ ସ୍ଥାନୀୟ ଲୋକଙ୍କ ମଧ୍ୟରେ ଆଲୋଚନା ଚାଲିଛି। ପ୍ରଶାସନ ପକ୍ଷରୁ ତଦନ୍ତ ପାଇଁ ନିର୍ଦ୍ଦେଶ ଦିଆଯାଇଛି ଏବଂ ସମ୍ପୃକ୍ତ ବିଭାଗର ଅଧିକାରୀମାନେ ଘଟଣାସ୍ଥଳରେ ପହଞ୍ଚି ପରିସ୍ଥିତିର ସମୀକ୍ଷା କରିଛନ୍ତି। ଏହି ଅବସରରେ ବିଭିନ୍ନ ସାମାଜିକ ସଂଗଠନର ପ୍ରତିନିଧି, ଜନପ୍ରତିନିଧି ଓ ବୁଦ୍ଧିଜୀବୀମାନେ ଉପସ୍ଥିତ ରହି ନିଜ ନିଜ ମତାମତ ରଖିଥିଲେ। ଆଗାମୀ ଦିନରେ ଏଭଳି ଘଟଣାର ପୁନରାବୃତ୍ତି ନହେବା ପାଇଁ ଆବଶ୍ୟକ ପଦକ୍ଷେପ ନିଆଯିବ ବୋଲି ଅଧିକାରୀମାନେ କହିଛନ୍ତି। ସ୍ଥାନୀୟ ଥାନା ପୋଲିସ ଏକ ମାମଲା ରୁଜୁ କରି ତଦନ୍ତ ଆରମ୍ଭ କରିଛି। ଜିଲ୍ଲାର ବିଭିନ୍ନ ଅଞ୍ଚଳରେ ଏହି ଘଟଣାକୁ ନେଇ ସ୍ଥାନୀୟ ଲୋକଙ୍କ ମଧ୍ୟରେ ଆଲୋଚନା ଚାଲିଛି। ପ୍ରଶାସନ ପକ୍ଷରୁ ତଦନ୍ତ ପାଇଁ ନିର୍ଦ୍ଦେଶ ଦିଆଯାଇଛି ଏବଂ ସମ୍ପୃକ୍ତ ବିଭାଗର ଅଧିକାରୀମାନେ ଘଟଣାସ୍ଥଳରେ ପହଞ୍ଚି ପରିସ୍ଥିତିର ସମୀକ୍ଷା କରିଛନ୍ତି। ଏହି ଅବସରରେ ବିଭିନ୍ନ ସାମାଜିକ ସଂଗଠନର ପ୍ରତିନିଧି, ଜନପ୍ରତିନିଧି ଓ ବୁଦ୍ଧିଜୀବୀମାନେ ଉପସ୍ଥିତ ରହି ନିଜ ନିଜ ମତାମତ ରଖିଥିଲେ। ଆଗାମୀ ଦିନରେ ଏଭଳି ଘଟଣାର ପୁନରାବୃତ୍ତି ନହେବା ପାଇଁ ଆବଶ୍ୟକ ପଦକ୍ଷେପ ନିଆଯିବ ବୋଲି ଅଧିକାରୀମାନେ କହିଛନ୍ତି। ସ୍ଥାନୀୟ ଥାନା ପୋଲିସ ଏକ ମାମଲା ରୁଜୁ କରି ତଦନ୍ତ ଆରମ୍ଭ କରିଛି। bbox=[426, 196, 496, 291]
tribal-worker-headline-box: ଆଦିବାସୀ ଟିକା ଶ୍ରମିକଙ୍କ ମୃତ୍ୟୁ bbox=[368, 362, 496, 386]
river-girl-headline: କୋଏଲନଦୀକୁ ଡେଇଁ ନାବାଳିକା ନିଖୋଜ bbox=[6, 323, 69, 343]
column-rule bbox=[201, 428, 202, 578]
divider bbox=[104, 304, 307, 305]
tribal-scheme-body: ■ ବାରିପଦା, ୧୦।୭ (ନି.ପ୍ର.) ଜିଲ୍ଲାର ବିଭିନ୍ନ ଅଞ୍ଚଳରେ ଏହି ଘଟଣାକୁ ନେଇ ସ୍ଥାନୀୟ ଲୋକଙ୍କ ମଧ୍ୟରେ ଆଲୋଚନା ଚାଲିଛି। ପ୍ରଶାସନ ପକ୍ଷରୁ ତଦନ୍ତ ପାଇଁ ନିର୍ଦ୍ଦେଶ ଦିଆଯାଇଛି ଏବଂ ସମ୍ପୃକ୍ତ ବିଭାଗର ଅଧିକାରୀମାନେ ଘଟଣାସ୍ଥଳରେ ପହଞ୍ଚି ପରିସ୍ଥିତିର ସମୀକ୍ଷା କରିଛନ୍ତି। ଏହି ଅବସରରେ ବିଭିନ୍ନ ସାମାଜିକ ସଂଗଠନର ପ୍ରତିନିଧି, ଜନପ୍ରତିନିଧି ଓ ବୁଦ୍ଧିଜୀବୀମାନେ ଉପସ୍ଥିତ ରହି ନିଜ ନିଜ ମତାମତ ରଖିଥିଲେ। ଆଗାମୀ ଦିନରେ ଏଭଳି ଘଟଣାର ପୁନରାବୃତ୍ତି ନହେବା ପାଇଁ ଆବଶ୍ୟକ ପଦକ୍ଷେପ ନିଆଯିବ ବୋଲି ଅଧିକାରୀମାନେ କହିଛନ୍ତି। ସ୍ଥାନୀୟ ଥାନା ପୋଲିସ ଏକ ମାମଲା ରୁଜୁ କରି ତଦନ୍ତ ଆରମ୍ଭ କରିଛି। ଜିଲ୍ଲାର ବିଭିନ୍ନ ଅଞ୍ଚଳରେ ଏହି ଘଟଣାକୁ ନେଇ ସ୍ଥାନୀୟ ଲୋକଙ୍କ ମଧ୍ୟରେ ଆଲୋଚନା ଚାଲିଛି। ପ୍ରଶାସନ ପକ୍ଷରୁ ତଦନ୍ତ ପାଇଁ ନିର୍ଦ୍ଦେଶ ଦିଆଯାଇଛି ଏବଂ ସମ୍ପୃକ୍ତ ବିଭାଗର ଅଧିକାରୀମାନେ ଘଟଣାସ୍ଥଳରେ ପହଞ୍ଚି ପରିସ୍ଥିତିର ସମୀକ୍ଷା କରିଛନ୍ତି। ଏହି ଅବସରରେ ବିଭିନ୍ନ ସାମାଜିକ ସଂଗଠନର ପ୍ରତିନିଧି, ଜନପ୍ରତିନିଧି ଓ ବୁଦ୍ଧିଜୀବୀମାନେ ଉପସ୍ଥିତ ରହି ନିଜ ନିଜ ମତାମତ ରଖିଥିଲେ। ଆଗାମୀ ଦିନରେ ଏଭଳି ଘଟଣାର ପୁନରାବୃତ୍ତି ନହେବା ପାଇଁ ଆବଶ୍ୟକ ପଦକ୍ଷେପ ନିଆଯିବ ବୋଲି ଅଧିକାରୀମାନେ କହିଛନ୍ତି। ସ୍ଥାନୀୟ ଥାନା ପୋଲିସ ଏକ ମାମଲା ରୁଜୁ କରି ତଦନ୍ତ ଆରମ୍ଭ କରିଛି। bbox=[96, 622, 196, 692]
chargesheet-headline: କୋର୍ଟରେ ପୋଲିସର ଚାର୍ଜସିଟ ଦାଖଲ bbox=[108, 70, 324, 83]
gender-headline-line1: ଲିଙ୍ଗଗତ ସମ୍ବେଦନଶୀଳତା ଓ ଉତ୍ପୀଡ଼ନ bbox=[338, 583, 457, 592]
gender-body-right: ■ ଭୁବନେଶ୍ୱର, ୧୦।୭ (ନି.ପ୍ର.) ଜିଲ୍ଲାର ବିଭିନ୍ନ ଅଞ୍ଚଳରେ ଏହି ଘଟଣାକୁ ନେଇ ସ୍ଥାନୀୟ ଲୋକଙ୍କ ମଧ୍ୟରେ ଆଲୋଚନା ଚାଲିଛି। ପ୍ରଶାସନ ପକ୍ଷରୁ ତଦନ୍ତ ପାଇଁ ନିର୍ଦ୍ଦେଶ ଦିଆଯାଇଛି ଏବଂ ସମ୍ପୃକ୍ତ ବିଭାଗର ଅଧିକାରୀମାନେ ଘଟଣାସ୍ଥଳରେ ପହଞ୍ଚି ପରିସ୍ଥିତିର ସମୀକ୍ଷା କରିଛନ୍ତି। ଏହି ଅବସରରେ ବିଭିନ୍ନ ସାମାଜିକ ସଂଗଠନର ପ୍ରତିନିଧି, ଜନପ୍ରତିନିଧି ଓ ବୁଦ୍ଧିଜୀବୀମାନେ ଉପସ୍ଥିତ ରହି ନିଜ ନିଜ ମତାମତ ରଖିଥିଲେ। ଆଗାମୀ ଦିନରେ ଏଭଳି ଘଟଣାର ପୁନରାବୃତ୍ତି ନହେବା ପାଇଁ ଆବଶ୍ୟକ ପଦକ୍ଷେପ ନିଆଯିବ ବୋଲି ଅଧିକାରୀମାନେ କହିଛନ୍ତି। ସ୍ଥାନୀୟ ଥାନା ପୋଲିସ ଏକ ମାମଲା ରୁଜୁ କରି ତଦନ୍ତ ଆରମ୍ଭ କରିଛି। ଜିଲ୍ଲାର ବିଭିନ୍ନ ଅଞ୍ଚଳରେ ଏହି ଘଟଣାକୁ ନେଇ ସ୍ଥାନୀୟ ଲୋକଙ୍କ ମଧ୍ୟରେ ଆଲୋଚନା ଚାଲିଛି। ପ୍ରଶାସନ ପକ୍ଷରୁ ତଦନ୍ତ ପାଇଁ ନିର୍ଦ୍ଦେଶ ଦିଆଯାଇଛି ଏବଂ ସମ୍ପୃକ୍ତ ବିଭାଗର ଅଧିକାରୀମାନେ ଘଟଣାସ୍ଥଳରେ ପହଞ୍ଚି ପରିସ୍ଥିତିର ସମୀକ୍ଷା କରିଛନ୍ତି। ଏହି ଅବସରରେ ବିଭିନ୍ନ ସାମାଜିକ ସଂଗଠନର ପ୍ରତିନିଧି, ଜନପ୍ରତିନିଧି ଓ ବୁଦ୍ଧିଜୀବୀମାନେ ଉପସ୍ଥିତ ରହି ନିଜ ନିଜ ମତାମତ ରଖିଥିଲେ। ଆଗାମୀ ଦିନରେ ଏଭଳି ଘଟଣାର ପୁନରାବୃତ୍ତି ନହେବା ପାଇଁ ଆବଶ୍ୟକ ପଦକ୍ଷେପ ନିଆଯିବ ବୋଲି ଅଧିକାରୀମାନେ କହିଛନ୍ତି। ସ୍ଥାନୀୟ ଥାନା ପୋଲିସ ଏକ ମାମଲା ରୁଜୁ କରି ତଦନ୍ତ ଆରମ୍ଭ କରିଛି। bbox=[406, 610, 496, 692]
column-rule bbox=[199, 582, 200, 784]
cyber-fraud-headline: ୨ ଲକ୍ଷ ଟଙ୍କାର ସାଇବର ଠକେଇ bbox=[6, 60, 69, 83]
divider bbox=[6, 216, 98, 217]
migrant-body-headline: ପ୍ରବାସୀ ଯୁବକଙ୍କ ମୃତଦେହ ଉଦ୍ଧାର ଘଟଣାର ତଦନ୍ତ bbox=[6, 218, 84, 235]
patient-welfare-kicker: ରୋଗୀ କଲ୍ୟାଣ ସମିତି ବୈଠକ bbox=[310, 308, 422, 318]
fertilizer-headline: ପର୍ଯ୍ୟାପ୍ତ ସାର ମହଜୁଦ ରଖିବାକୁ ନିର୍ଦ୍ଦେଶ bbox=[6, 583, 146, 593]
journalist-photo-2 bbox=[292, 456, 386, 510]
masthead-bottom-rule bbox=[4, 56, 496, 57]
meeting-headline: ନେତାଜୀ ପ୍ରେମୀ ସମାଜ ପକ୍ଷରୁ ବିଶେଷ ସଭା bbox=[332, 61, 440, 69]
school-wall-photo bbox=[106, 320, 170, 362]
issue-date-line: ଭୁବନେଶ୍ୱର, ଶୁକ୍ରବାର, ୧୫ ଜୁଲାଇ ୨୦୨୩ bbox=[40, 34, 108, 39]
women-safety-headline: ନାରୀ ସୁରକ୍ଷା କର୍ମଶାଳା bbox=[8, 431, 124, 447]
fertilizer-body-left: ■ ସମ୍ବଲପୁର, ୧୦।୭ (ନି.ପ୍ର.) ଜିଲ୍ଲାର ବିଭିନ୍ନ ଅଞ୍ଚଳରେ ଏହି ଘଟଣାକୁ ନେଇ ସ୍ଥାନୀୟ ଲୋକଙ୍କ ମଧ୍ୟରେ ଆଲୋଚନା ଚାଲିଛି। ପ୍ରଶାସନ ପକ୍ଷରୁ ତଦନ୍ତ ପାଇଁ ନିର୍ଦ୍ଦେଶ ଦିଆଯାଇଛି ଏବଂ ସମ୍ପୃକ୍ତ ବିଭାଗର ଅଧିକାରୀମାନେ ଘଟଣାସ୍ଥଳରେ ପହଞ୍ଚି ପରିସ୍ଥିତିର ସମୀକ୍ଷା କରିଛନ୍ତି। ଏହି ଅବସରରେ ବିଭିନ୍ନ ସାମାଜିକ ସଂଗଠନର ପ୍ରତିନିଧି, ଜନପ୍ରତିନିଧି ଓ ବୁଦ୍ଧିଜୀବୀମାନେ ଉପସ୍ଥିତ ରହି ନିଜ ନିଜ ମତାମତ ରଖିଥିଲେ। ଆଗାମୀ ଦିନରେ ଏଭଳି ଘଟଣାର ପୁନରାବୃତ୍ତି ନହେବା ପାଇଁ ଆବଶ୍ୟକ ପଦକ୍ଷେପ ନିଆଯିବ ବୋଲି ଅଧିକାରୀମାନେ କହିଛନ୍ତି। ସ୍ଥାନୀୟ ଥାନା ପୋଲିସ ଏକ ମାମଲା ରୁଜୁ କରି ତଦନ୍ତ ଆରମ୍ଭ କରିଛି। ଜିଲ୍ଲାର ବିଭିନ୍ନ ଅଞ୍ଚଳରେ ଏହି ଘଟଣାକୁ ନେଇ ସ୍ଥାନୀୟ ଲୋକଙ୍କ ମଧ୍ୟରେ ଆଲୋଚନା ଚାଲିଛି। ପ୍ରଶାସନ ପକ୍ଷରୁ ତଦନ୍ତ ପାଇଁ ନିର୍ଦ୍ଦେଶ ଦିଆଯାଇଛି ଏବଂ ସମ୍ପୃକ୍ତ ବିଭାଗର ଅଧିକାରୀମାନେ ଘଟଣାସ୍ଥଳରେ ପହଞ୍ଚି ପରିସ୍ଥିତିର ସମୀକ୍ଷା କରିଛନ୍ତି। ଏହି ଅବସରରେ ବିଭିନ୍ନ ସାମାଜିକ ସଂଗଠନର ପ୍ରତିନିଧି, ଜନପ୍ରତିନିଧି ଓ ବୁଦ୍ଧିଜୀବୀମାନେ ଉପସ୍ଥିତ ରହି ନିଜ ନିଜ ମତାମତ ରଖିଥିଲେ। ଆଗାମୀ ଦିନରେ ଏଭଳି ଘଟଣାର ପୁନରାବୃତ୍ତି ନହେବା ପାଇଁ ଆବଶ୍ୟକ ପଦକ୍ଷେପ ନିଆଯିବ ବୋଲି ଅଧିକାରୀମାନେ କହିଛନ୍ତି। ସ୍ଥାନୀୟ ଥାନା ପୋଲିସ ଏକ ମାମଲା ରୁଜୁ କରି ତଦନ୍ତ ଆରମ୍ଭ କରିଛି। ଜିଲ୍ଲାର ବିଭିନ୍ନ ଅଞ୍ଚଳରେ ଏହି ଘଟଣାକୁ ନେଇ ସ୍ଥାନୀୟ ଲୋକଙ୍କ ମଧ୍ୟରେ ଆଲୋଚନା ଚାଲିଛି। ପ୍ରଶାସନ ପକ୍ଷରୁ ତଦନ୍ତ ପାଇଁ ନିର୍ଦ୍ଦେଶ ଦିଆଯାଇଛି ଏବଂ ସମ୍ପୃକ୍ତ ବିଭାଗର ଅଧିକାରୀମାନେ ଘଟଣାସ୍ଥଳରେ ପହଞ୍ଚି ପରିସ୍ଥିତିର ସମୀକ୍ଷା କରିଛନ୍ତି। ଏହି ଅବସରରେ ବିଭିନ୍ନ ସାମାଜିକ ସଂଗଠନର ପ୍ରତିନିଧି, ଜନପ୍ରତିନିଧି ଓ ବୁଦ୍ଧିଜୀବୀମାନେ ଉପସ୍ଥିତ ରହି ନିଜ ନିଜ ମତାମତ ରଖିଥିଲେ। ଆଗାମୀ ଦିନରେ ଏଭଳି ଘଟଣାର ପୁନରାବୃତ୍ତି ନହେବା ପାଇଁ ଆବଶ୍ୟକ ପଦକ୍ଷେପ ନିଆଯିବ ବୋଲି ଅଧିକାରୀମାନେ କହିଛନ୍ତି। ସ୍ଥାନୀୟ ଥାନା ପୋଲିସ ଏକ ମାମଲା ରୁଜୁ କରି ତଦନ୍ତ ଆରମ୍ଭ କରିଛି। bbox=[6, 598, 94, 713]
doctor-duty-headline: ଡାକ୍ତରଙ୍କ ଡ୍ୟୁଟିକୁ ନେଇ ଅସନ୍ତୋଷ bbox=[335, 182, 471, 192]
patient-welfare-body: ଜିଲ୍ଲାର ବିଭିନ୍ନ ଅଞ୍ଚଳରେ ଏହି ଘଟଣାକୁ ନେଇ ସ୍ଥାନୀୟ ଲୋକଙ୍କ ମଧ୍ୟରେ ଆଲୋଚନା ଚାଲିଛି। ପ୍ରଶାସନ ପକ୍ଷରୁ ତଦନ୍ତ ପାଇଁ ନିର୍ଦ୍ଦେଶ ଦିଆଯାଇଛି ଏବଂ ସମ୍ପୃକ୍ତ ବିଭାଗର ଅଧିକାରୀମାନେ ଘଟଣାସ୍ଥଳରେ ପହଞ୍ଚି ପରିସ୍ଥିତିର ସମୀକ୍ଷା କରିଛନ୍ତି। ଏହି ଅବସରରେ ବିଭିନ୍ନ ସାମାଜିକ ସଂଗଠନର ପ୍ରତିନିଧି, ଜନପ୍ରତିନିଧି ଓ ବୁଦ୍ଧିଜୀବୀମାନେ ଉପସ୍ଥିତ ରହି ନିଜ ନିଜ ମତାମତ ରଖିଥିଲେ। ଆଗାମୀ ଦିନରେ ଏଭଳି ଘଟଣାର ପୁନରାବୃତ୍ତି ନହେବା ପାଇଁ ଆବଶ୍ୟକ ପଦକ୍ଷେପ ନିଆଯିବ ବୋଲି ଅଧିକାରୀମାନେ କହିଛନ୍ତି। ସ୍ଥାନୀୟ ଥାନା ପୋଲିସ ଏକ ମାମଲା ରୁଜୁ କରି ତଦନ୍ତ ଆରମ୍ଭ କରିଛି। bbox=[310, 320, 424, 349]
school-wall-body: ଜିଲ୍ଲାର ବିଭିନ୍ନ ଅଞ୍ଚଳରେ ଏହି ଘଟଣାକୁ ନେଇ ସ୍ଥାନୀୟ ଲୋକଙ୍କ ମଧ୍ୟରେ ଆଲୋଚନା ଚାଲିଛି। ପ୍ରଶାସନ ପକ୍ଷରୁ ତଦନ୍ତ ପାଇଁ ନିର୍ଦ୍ଦେଶ ଦିଆଯାଇଛି ଏବଂ ସମ୍ପୃକ୍ତ ବିଭାଗର ଅଧିକାରୀମାନେ ଘଟଣାସ୍ଥଳରେ ପହଞ୍ଚି ପରିସ୍ଥିତିର ସମୀକ୍ଷା କରିଛନ୍ତି। ଏହି ଅବସରରେ ବିଭିନ୍ନ ସାମାଜିକ ସଂଗଠନର ପ୍ରତିନିଧି, ଜନପ୍ରତିନିଧି ଓ ବୁଦ୍ଧିଜୀବୀମାନେ ଉପସ୍ଥିତ ରହି ନିଜ ନିଜ ମତାମତ ରଖିଥିଲେ। ଆଗାମୀ ଦିନରେ ଏଭଳି ଘଟଣାର ପୁନରାବୃତ୍ତି ନହେବା ପାଇଁ ଆବଶ୍ୟକ ପଦକ୍ଷେପ ନିଆଯିବ ବୋଲି ଅଧିକାରୀମାନେ କହିଛନ୍ତି। ସ୍ଥାନୀୟ ଥାନା ପୋଲିସ ଏକ ମାମଲା ରୁଜୁ କରି ତଦନ୍ତ ଆରମ୍ଭ କରିଛି। ଜିଲ୍ଲାର ବିଭିନ୍ନ ଅଞ୍ଚଳରେ ଏହି ଘଟଣାକୁ ନେଇ ସ୍ଥାନୀୟ ଲୋକଙ୍କ ମଧ୍ୟରେ ଆଲୋଚନା ଚାଲିଛି। ପ୍ରଶାସନ ପକ୍ଷରୁ ତଦନ୍ତ ପାଇଁ ନିର୍ଦ୍ଦେଶ ଦିଆଯାଇଛି ଏବଂ ସମ୍ପୃକ୍ତ ବିଭାଗର ଅଧିକାରୀମାନେ ଘଟଣାସ୍ଥଳରେ ପହଞ୍ଚି ପରିସ୍ଥିତିର ସମୀକ୍ଷା କରିଛନ୍ତି। ଏହି ଅବସରରେ ବିଭିନ୍ନ ସାମାଜିକ ସଂଗଠନର ପ୍ରତିନିଧି, ଜନପ୍ରତିନିଧି ଓ ବୁଦ୍ଧିଜୀବୀମାନେ ଉପସ୍ଥିତ ରହି ନିଜ ନିଜ ମତାମତ ରଖିଥିଲେ। ଆଗାମୀ ଦିନରେ ଏଭଳି ଘଟଣାର ପୁନରାବୃତ୍ତି ନହେବା ପାଇଁ ଆବଶ୍ୟକ ପଦକ୍ଷେପ ନିଆଯିବ ବୋଲି ଅଧିକାରୀମାନେ କହିଛନ୍ତି। ସ୍ଥାନୀୟ ଥାନା ପୋଲିସ ଏକ ମାମଲା ରୁଜୁ କରି ତଦନ୍ତ ଆରମ୍ଭ କରିଛି। bbox=[172, 320, 306, 370]
migrant-body-text: ■ ଉଦାଳା, ୧୦।୭ (ନି.ପ୍ର.) ଜିଲ୍ଲାର ବିଭିନ୍ନ ଅଞ୍ଚଳରେ ଏହି ଘଟଣାକୁ ନେଇ ସ୍ଥାନୀୟ ଲୋକଙ୍କ ମଧ୍ୟରେ ଆଲୋଚନା ଚାଲିଛି। ପ୍ରଶାସନ ପକ୍ଷରୁ ତଦନ୍ତ ପାଇଁ ନିର୍ଦ୍ଦେଶ ଦିଆଯାଇଛି ଏବଂ ସମ୍ପୃକ୍ତ ବିଭାଗର ଅଧିକାରୀମାନେ ଘଟଣାସ୍ଥଳରେ ପହଞ୍ଚି ପରିସ୍ଥିତିର ସମୀକ୍ଷା କରିଛନ୍ତି। ଏହି ଅବସରରେ ବିଭିନ୍ନ ସାମାଜିକ ସଂଗଠନର ପ୍ରତିନିଧି, ଜନପ୍ରତିନିଧି ଓ ବୁଦ୍ଧିଜୀବୀମାନେ ଉପସ୍ଥିତ ରହି ନିଜ ନିଜ ମତାମତ ରଖିଥିଲେ। ଆଗାମୀ ଦିନରେ ଏଭଳି ଘଟଣାର ପୁନରାବୃତ୍ତି ନହେବା ପାଇଁ ଆବଶ୍ୟକ ପଦକ୍ଷେପ ନିଆଯିବ ବୋଲି ଅଧିକାରୀମାନେ କହିଛନ୍ତି। ସ୍ଥାନୀୟ ଥାନା ପୋଲିସ ଏକ ମାମଲା ରୁଜୁ କରି ତଦନ୍ତ ଆରମ୍ଭ କରିଛି। bbox=[6, 238, 98, 275]
paper-name: ପ୍ରଗତିବାଦୀ bbox=[40, 12, 98, 26]
journalist-headline: ଶଶମାଧାନ ନିରାପତ୍ତା ବଜାୟ ରଖିବା ଆବଶ୍ୟକ bbox=[230, 441, 392, 451]
chargesheet-body-mid: ଜିଲ୍ଲାର ବିଭିନ୍ନ ଅଞ୍ଚଳରେ ଏହି ଘଟଣାକୁ ନେଇ ସ୍ଥାନୀୟ ଲୋକଙ୍କ ମଧ୍ୟରେ ଆଲୋଚନା ଚାଲିଛି। ପ୍ରଶାସନ ପକ୍ଷରୁ ତଦନ୍ତ ପାଇଁ ନିର୍ଦ୍ଦେଶ ଦିଆଯାଇଛି ଏବଂ ସମ୍ପୃକ୍ତ ବିଭାଗର ଅଧିକାରୀମାନେ ଘଟଣାସ୍ଥଳରେ ପହଞ୍ଚି ପରିସ୍ଥିତିର ସମୀକ୍ଷା କରିଛନ୍ତି। ଏହି ଅବସରରେ ବିଭିନ୍ନ ସାମାଜିକ ସଂଗଠନର ପ୍ରତିନିଧି, ଜନପ୍ରତିନିଧି ଓ ବୁଦ୍ଧିଜୀବୀମାନେ ଉପସ୍ଥିତ ରହି ନିଜ ନିଜ ମତାମତ ରଖିଥିଲେ। ଆଗାମୀ ଦିନରେ ଏଭଳି ଘଟଣାର ପୁନରାବୃତ୍ତି ନହେବା ପାଇଁ ଆବଶ୍ୟକ ପଦକ୍ଷେପ ନିଆଯିବ ବୋଲି ଅଧିକାରୀମାନେ କହିଛନ୍ତି। ସ୍ଥାନୀୟ ଥାନା ପୋଲିସ ଏକ ମାମଲା ରୁଜୁ କରି ତଦନ୍ତ ଆରମ୍ଭ କରିଛି। bbox=[172, 114, 242, 164]
chargesheet-box: ବିହାର ଜାଲି ସୁପ୍ରଭାତ ଏବଂ ସେ କୋର୍ଟ ସହାୟତା bbox=[172, 88, 242, 112]
gender-body-left: ଜିଲ୍ଲାର ବିଭିନ୍ନ ଅଞ୍ଚଳରେ ଏହି ଘଟଣାକୁ ନେଇ ସ୍ଥାନୀୟ ଲୋକଙ୍କ ମଧ୍ୟରେ ଆଲୋଚନା ଚାଲିଛି। ପ୍ରଶାସନ ପକ୍ଷରୁ ତଦନ୍ତ ପାଇଁ ନିର୍ଦ୍ଦେଶ ଦିଆଯାଇଛି ଏବଂ ସମ୍ପୃକ୍ତ ବିଭାଗର ଅଧିକାରୀମାନେ ଘଟଣାସ୍ଥଳରେ ପହଞ୍ଚି ପରିସ୍ଥିତିର ସମୀକ୍ଷା କରିଛନ୍ତି। ଏହି ଅବସରରେ ବିଭିନ୍ନ ସାମାଜିକ ସଂଗଠନର ପ୍ରତିନିଧି, ଜନପ୍ରତିନିଧି ଓ ବୁଦ୍ଧିଜୀବୀମାନେ ଉପସ୍ଥିତ ରହି ନିଜ ନିଜ ମତାମତ ରଖିଥିଲେ। ଆଗାମୀ ଦିନରେ ଏଭଳି ଘଟଣାର ପୁନରାବୃତ୍ତି ନହେବା ପାଇଁ ଆବଶ୍ୟକ ପଦକ୍ଷେପ ନିଆଯିବ ବୋଲି ଅଧିକାରୀମାନେ କହିଛନ୍ତି। ସ୍ଥାନୀୟ ଥାନା ପୋଲିସ ଏକ ମାମଲା ରୁଜୁ କରି ତଦନ୍ତ ଆରମ୍ଭ କରିଛି। ଜିଲ୍ଲାର ବିଭିନ୍ନ ଅଞ୍ଚଳରେ ଏହି ଘଟଣାକୁ ନେଇ ସ୍ଥାନୀୟ ଲୋକଙ୍କ ମଧ୍ୟରେ ଆଲୋଚନା ଚାଲିଛି। ପ୍ରଶାସନ ପକ୍ଷରୁ ତଦନ୍ତ ପାଇଁ ନିର୍ଦ୍ଦେଶ ଦିଆଯାଇଛି ଏବଂ ସମ୍ପୃକ୍ତ ବିଭାଗର ଅଧିକାରୀମାନେ ଘଟଣାସ୍ଥଳରେ ପହଞ୍ଚି ପରିସ୍ଥିତିର ସମୀକ୍ଷା କରିଛନ୍ତି। ଏହି ଅବସରରେ ବିଭିନ୍ନ ସାମାଜିକ ସଂଗଠନର ପ୍ରତିନିଧି, ଜନପ୍ରତିନିଧି ଓ ବୁଦ୍ଧିଜୀବୀମାନେ ଉପସ୍ଥିତ ରହି ନିଜ ନିଜ ମତାମତ ରଖିଥିଲେ। ଆଗାମୀ ଦିନରେ ଏଭଳି ଘଟଣାର ପୁନରାବୃତ୍ତି ନହେବା ପାଇଁ ଆବଶ୍ୟକ ପଦକ୍ଷେପ ନିଆଯିବ ବୋଲି ଅଧିକାରୀମାନେ କହିଛନ୍ତି। ସ୍ଥାନୀୟ ଥାନା ପୋଲିସ ଏକ ମାମଲା ରୁଜୁ କରି ତଦନ୍ତ ଆରମ୍ଭ କରିଛି। bbox=[338, 654, 404, 753]
